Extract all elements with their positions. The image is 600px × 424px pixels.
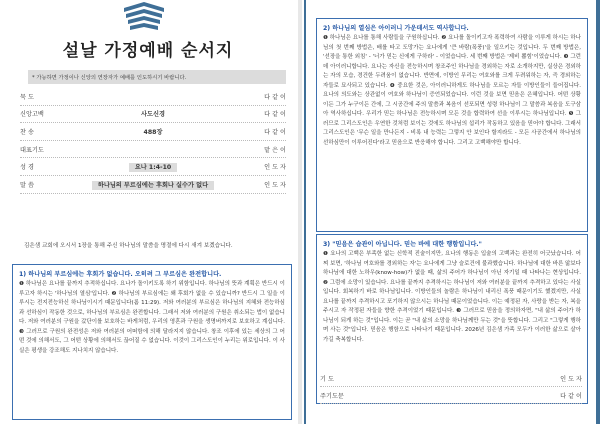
order-row-closing-prayer [320,370,582,387]
order-leader: 다 같 이 [560,392,582,400]
right-page-right-band [596,0,600,424]
church-logo-icon [120,2,168,32]
order-content [60,162,246,171]
order-leader: 인 도 자 [264,181,286,189]
order-label: 대표기도 [20,146,44,154]
point-2-heading: 2) 하나님의 열심은 아이러니 가운데서도 역사합니다. [323,25,469,32]
order-row-sermon [20,176,286,194]
order-label: 묵 도 [20,93,34,101]
point-1-body: ❶ 하나님은 요나를 끝까지 추적하십니다. 요나가 돌이키도록 하기 위함입니다. 하나님의 뜻과 계획은 반드시 이루고자 하시는 '하나님의 열심'입니다. ❷ 하나님의 부르심에는 왜 후회가 없을 수 있습니까? 반드시 그 일을 이루시는 전지전능하신 하나님이시기 때문입니다(롬 11:29). 저와 여러분의 부르심은 하나님의 지혜와 전능하심과 선하심이 작동한 것으로, 하나님의 부르심은 완전합니다. 그래서 저와 여러분의 구원은 취소되는 법이 없습니다. 저와 여러분의 구원을 갔단이를 보호하는 바게처럼, 우리의 영혼과 구원을 생명버까지로 보호하고 계십니다. ❸ 그러므로 구원의 완전성은 저와 여러분의 어떠함에 의해 달라지지 않습니다. 창조 이후에 있는 세상의 그 어떤 것에 의해서도, 그 어떤 상황에 의해서도 끊어질 수 없습니다. 이것이 그리스도인이 누리는 위로입니다. 이 사실은 평생을 강조해도 지나치지 않습니다. [19,281,285,354]
order-content: 사도신경 [141,111,165,119]
order-label: 성 경 [20,164,34,172]
order-row-creed [20,106,286,124]
worship-order [20,88,286,194]
point-2-body: ❶ 하나님은 요나를 통해 사람들을 구원하십니다. ❷ 요나를 돌이키고자 폭력하여 사람을 이루게 하시는 하나님의 첫 번째 방법은, 배를 타고 도망가는 요나에게 '큰 바람(폭풍)'을 일으키는 것입니다. 두 번째 방법은, '선장을 통한 외침' - '너가 믿는 신에게 구하라' - 이었습니다. 세 번째 방법은 '제비 뽑힘'이었습니다. ❸ 그런데 아이러니합니다. 요나는 자신을 전능하시며 창조주인 하나님을 경외하는 자로 소개하지만, 실상은 경외하는 자의 모습, 경건한 두려움이 없습니다. 반면에, 이방인 무리는 여호와를 크게 두려워하는 자, 즉 경외하는 자들로 묘사되고 있습니다. ❹ 중요한 것은, 아이러니하게도 하나님을 모르는 자들 이방인들이 들어집니다. 요나의 의도와는 상관없이 여호와 하나님이 증언되었습니다. 이런 것을 보면 믿음은 은혜입니다. 어떤 상황이든 그가 누구이든 간에, 그 시공간에 주의 말씀과 복음이 선포되면 성령 하나님이 그 말씀과 복음을 도구삼아 역사하십니다. 우리가 믿는 하나님은 전능하시며 모든 것을 합력하여 선을 이루시는 하나님입니다. ❺ 그러므로 그리스도인은 우연한 것처럼 보이는 것에도 하나님의 섭리가 작동하고 있음을 믿어야 합니다. 그래서 그리스도인은 '무슨 일을 만나든지 - 비록 내 능력는 그렇지 안 보인다 할지라도 - 모든 사공간에서 하나님의 선하심만이 이루어진다'라고 믿음으로 반응해야 합니다. 그리고 고백해야만 합니다. [323,35,581,146]
order-content [60,180,246,189]
order-leader: 인 도 자 [264,164,286,172]
order-content: 488장 [143,128,163,136]
sermon-title: 하나님의 부르심에는 후회나 실수가 없다 [92,181,214,190]
point-2-box [316,18,588,232]
order-leader: 다 같 이 [264,93,286,101]
order-label: 기 도 [320,375,334,383]
order-row-scripture [20,158,286,176]
page-title: 설날 가정예배 순서지 [62,41,234,61]
scripture-ref: 요나 1:4-10 [129,163,177,172]
order-row-prayer [20,141,286,159]
order-leader: 인 도 자 [560,375,582,383]
order-leader: 다 같 이 [264,111,286,119]
intro-text: 김은샘 교회에 오시서 1장을 통해 주신 하나님의 말씀을 명절에 다시 새겨 보겠습니다. [24,243,233,249]
order-label: 주기도문 [320,392,344,400]
right-page-left-band [304,0,306,424]
left-page [0,0,296,424]
order-row-silent-prayer [20,88,286,106]
order-row-lords-prayer [320,387,582,404]
point-1-box [12,264,292,420]
order-leader: 맡 은 이 [264,146,286,154]
point-1-heading: 1) 하나님의 부르심에는 후회가 없습니다. 오히려 그 부르심은 완전합니다. [19,271,222,278]
page-divider [298,0,302,424]
order-label: 신앙고백 [20,111,44,119]
point-3-heading: 3) "믿음은 습관이 아닙니다. 믿는 바에 대한 행함입니다." [323,241,482,248]
point-3-body: ❶ 요나의 고백은 부족한 없는 신학적 진술이지만, 요나의 행동은 입술의 고백과는 완전히 어긋났습니다. 어찌 보면, '하나님 여호와를 경외하는 자'는 요나에게 그냥 슬로건에 불과했습니다. 하나님에 대한 바른 앎보다 하나님에 대한 노하우(know-how)가 없을 때, 삶의 주어가 하나님이 아닌 자기일 때 나타나는 현상입니다. ❷ 그럼에 소망이 있습니다. 요나를 끝까지 추격하시는 하나님이 저와 여러분을 끝까지 추격하고 있다는 사실입니다. 회복하기 바로 하나님입니다. 이방인들의 놀람은 하나님이 내리신 폭풍 때문이기도 했겠지만, 사실 요나를 끝까지 추격하시고 포기하지 않으시는 하나님 때문이었습니다. 이는 예정된 자, 사랑을 받는 자, 복을 주시고 자 작정된 자들을 향한 추격이었기 때문입니다. ❸ 그러므로 믿음을 정의하자면, "내 삶의 주어가 하나님이 되게 하는 것"입니다. 이는 곧 "내 삶의 소망을 하나님께만 두는 것"을 뜻합니다. 그리고 "그렇게 행하며 사는 것"입니다. 믿음은 행함으로 나타나기 때문입니다. 2026년 김은샘 가족 모두가 이러한 삶으로 살아가길 축복합니다. [323,251,581,343]
order-label: 말 씀 [20,181,34,189]
order-leader: 다 같 이 [264,128,286,136]
order-row-hymn [20,123,286,141]
notice-banner: * 가능하면 가정이나 신앙의 연장자가 예배를 인도하시기 바랍니다. [28,70,286,84]
order-label: 찬 송 [20,128,34,136]
